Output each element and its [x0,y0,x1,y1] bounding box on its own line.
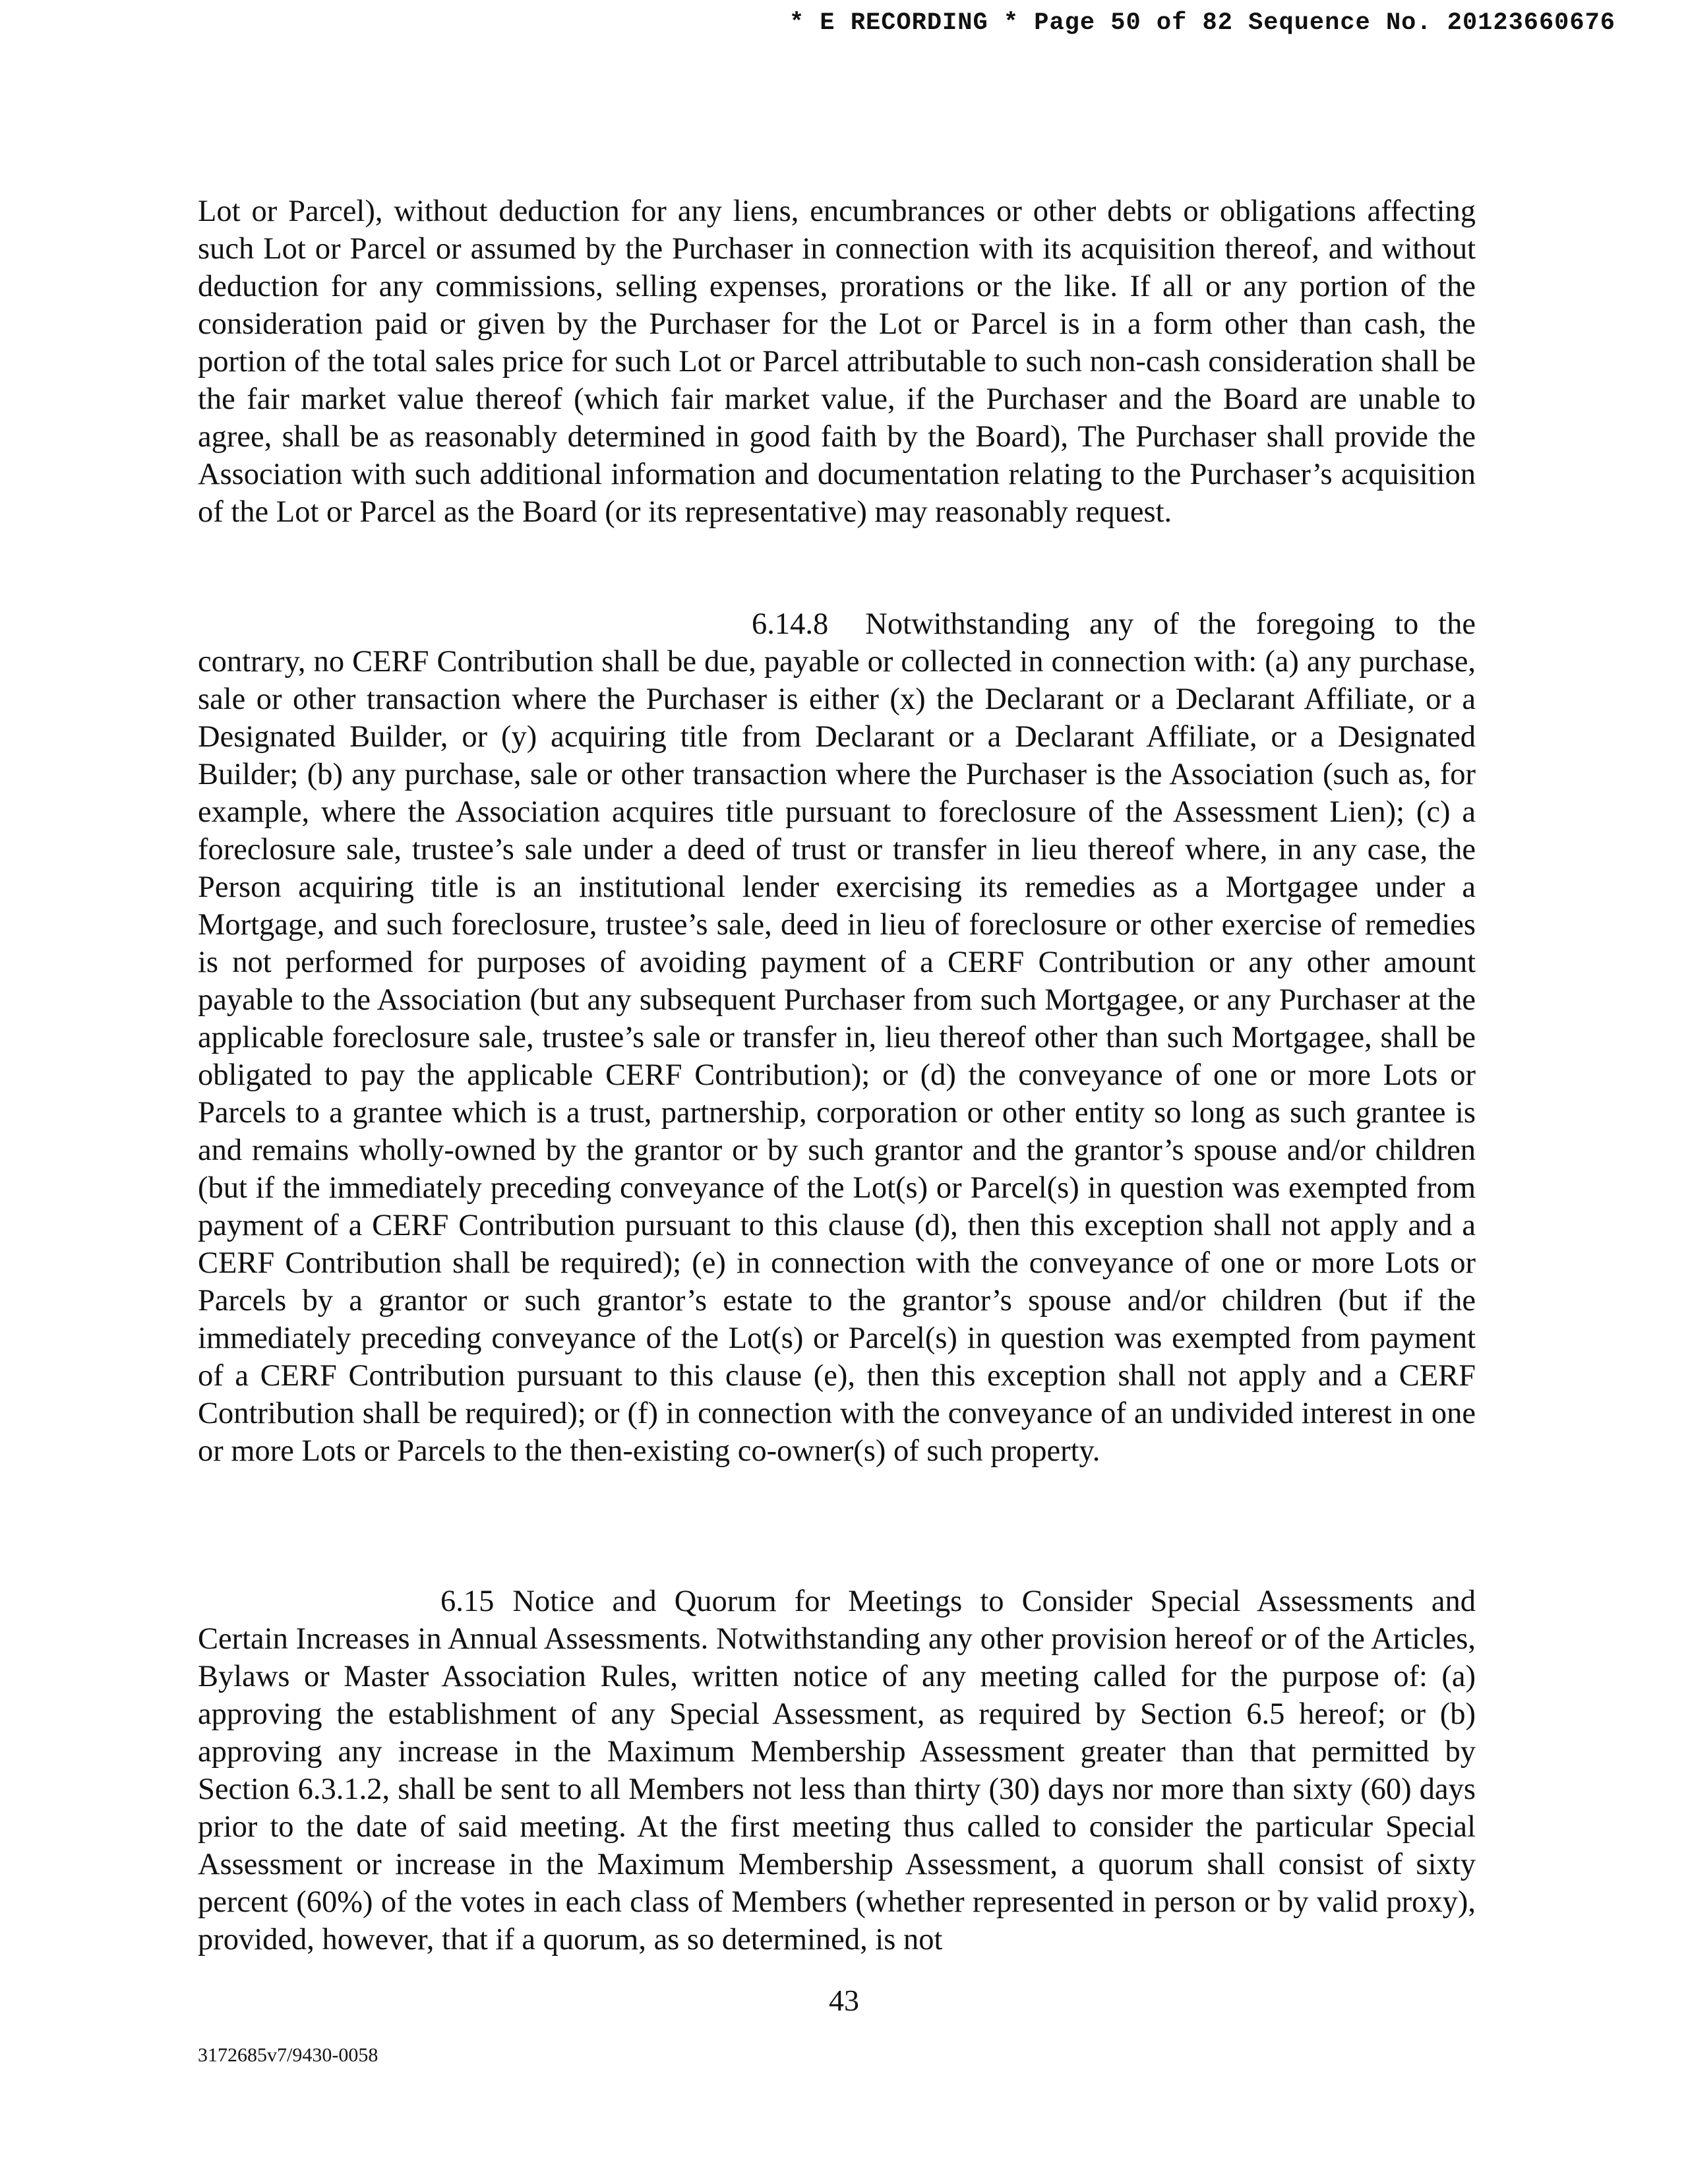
paragraph-continuation [198,193,1476,531]
section-6-14-8 [198,605,1476,1470]
paragraph-text: Notice and Quorum for Meetings to Consider Special Assessments and Certain Increases in Annual Assessments. Notwithstanding any other provision hereof or of the Articles, Bylaws or Master Association Rules, written notice of any meeting called for the purpose of: (a) approving the establishment of any Special Assessment, as required by Section 6.5 hereof; or (b) approving any increase in the Maximum Membership Assessment greater than that permitted by Section 6.3.1.2, shall be sent to all Members not less than thirty (30) days nor more than sixty (60) days prior to the date of said meeting. At the first meeting thus called to consider the particular Special Assessment or increase in the Maximum Membership Assessment, a quorum shall consist of sixty percent (60%) of the votes in each class of Members (whether represented in person or by valid proxy), provided, however, that if a quorum, as so determined, is not [198,1585,1476,1957]
section-number: 6.14.8 [752,607,829,641]
recording-header: * E RECORDING * Page 50 of 82 Sequence No. 20123660676 [789,9,1615,37]
section-number: 6.15 [440,1585,495,1618]
paragraph-text: Notwithstanding any of the foregoing to the contrary, no CERF Contribution shall be due, payable or collected in connection with: (a) any purchase, sale or other transaction where the Purchaser is either (x) the Declarant or a Declarant Affiliate, or a Designated Builder, or (y) acquiring title from Declarant or a Declarant Affiliate, or a Designated Builder; (b) any purchase, sale or other transaction where the Purchaser is the Association (such as, for example, where the Association acquires title pursuant to foreclosure of the Assessment Lien); (c) a foreclosure sale, trustee’s sale under a deed of trust or transfer in lieu thereof where, in any case, the Person acquiring title is an institutional lender exercising its remedies as a Mortgagee under a Mortgage, and such foreclosure, trustee’s sale, deed in lieu of foreclosure or other exercise of remedies is not performed for purposes of avoiding payment of a CERF Contribution or any other amount payable to the Association (but any subsequent Purchaser from such Mortgagee, or any Purchaser at the applicable foreclosure sale, trustee’s sale or transfer in, lieu thereof other than such Mortgagee, shall be obligated to pay the applicable CERF Contribution); or (d) the conveyance of one or more Lots or Parcels to a grantee which is a trust, partnership, corporation or other entity so long as such grantee is and remains wholly-owned by the grantor or by such grantor and the grantor’s spouse and/or children (but if the immediately preceding conveyance of the Lot(s) or Parcel(s) in question was exempted from payment of a CERF Contribution pursuant to this clause (d), then this exception shall not apply and a CERF Contribution shall be required); (e) in connection with the conveyance of one or more Lots or Parcels by a grantor or such grantor’s estate to the grantor’s spouse and/or children (but if the immediately preceding conveyance of the Lot(s) or Parcel(s) in question was exempted from payment of a CERF Contribution pursuant to this clause (e), then this exception shall not apply and a CERF Contribution shall be required); or (f) in connection with the conveyance of an undivided interest in one or more Lots or Parcels to the then-existing co-owner(s) of such property. [198,607,1476,1468]
section-6-15 [198,1583,1476,1958]
page-number: 43 [829,1984,859,2017]
document-id: 3172685v7/9430-0058 [198,2044,378,2066]
paragraph-text: Lot or Parcel), without deduction for any liens, encumbrances or other debts or obligations affecting such Lot or Parcel or assumed by the Purchaser in connection with its acquisition thereof, and without deduction for any commissions, selling expenses, prorations or the like. If all or any portion of the consideration paid or given by the Purchaser for the Lot or Parcel is in a form other than cash, the portion of the total sales price for such Lot or Parcel attributable to such non-cash consideration shall be the fair market value thereof (which fair market value, if the Purchaser and the Board are unable to agree, shall be as reasonably determined in good faith by the Board), The Purchaser shall provide the Association with such additional information and documentation relating to the Purchaser’s acquisition of the Lot or Parcel as the Board (or its representative) may reasonably request. [198,195,1476,529]
